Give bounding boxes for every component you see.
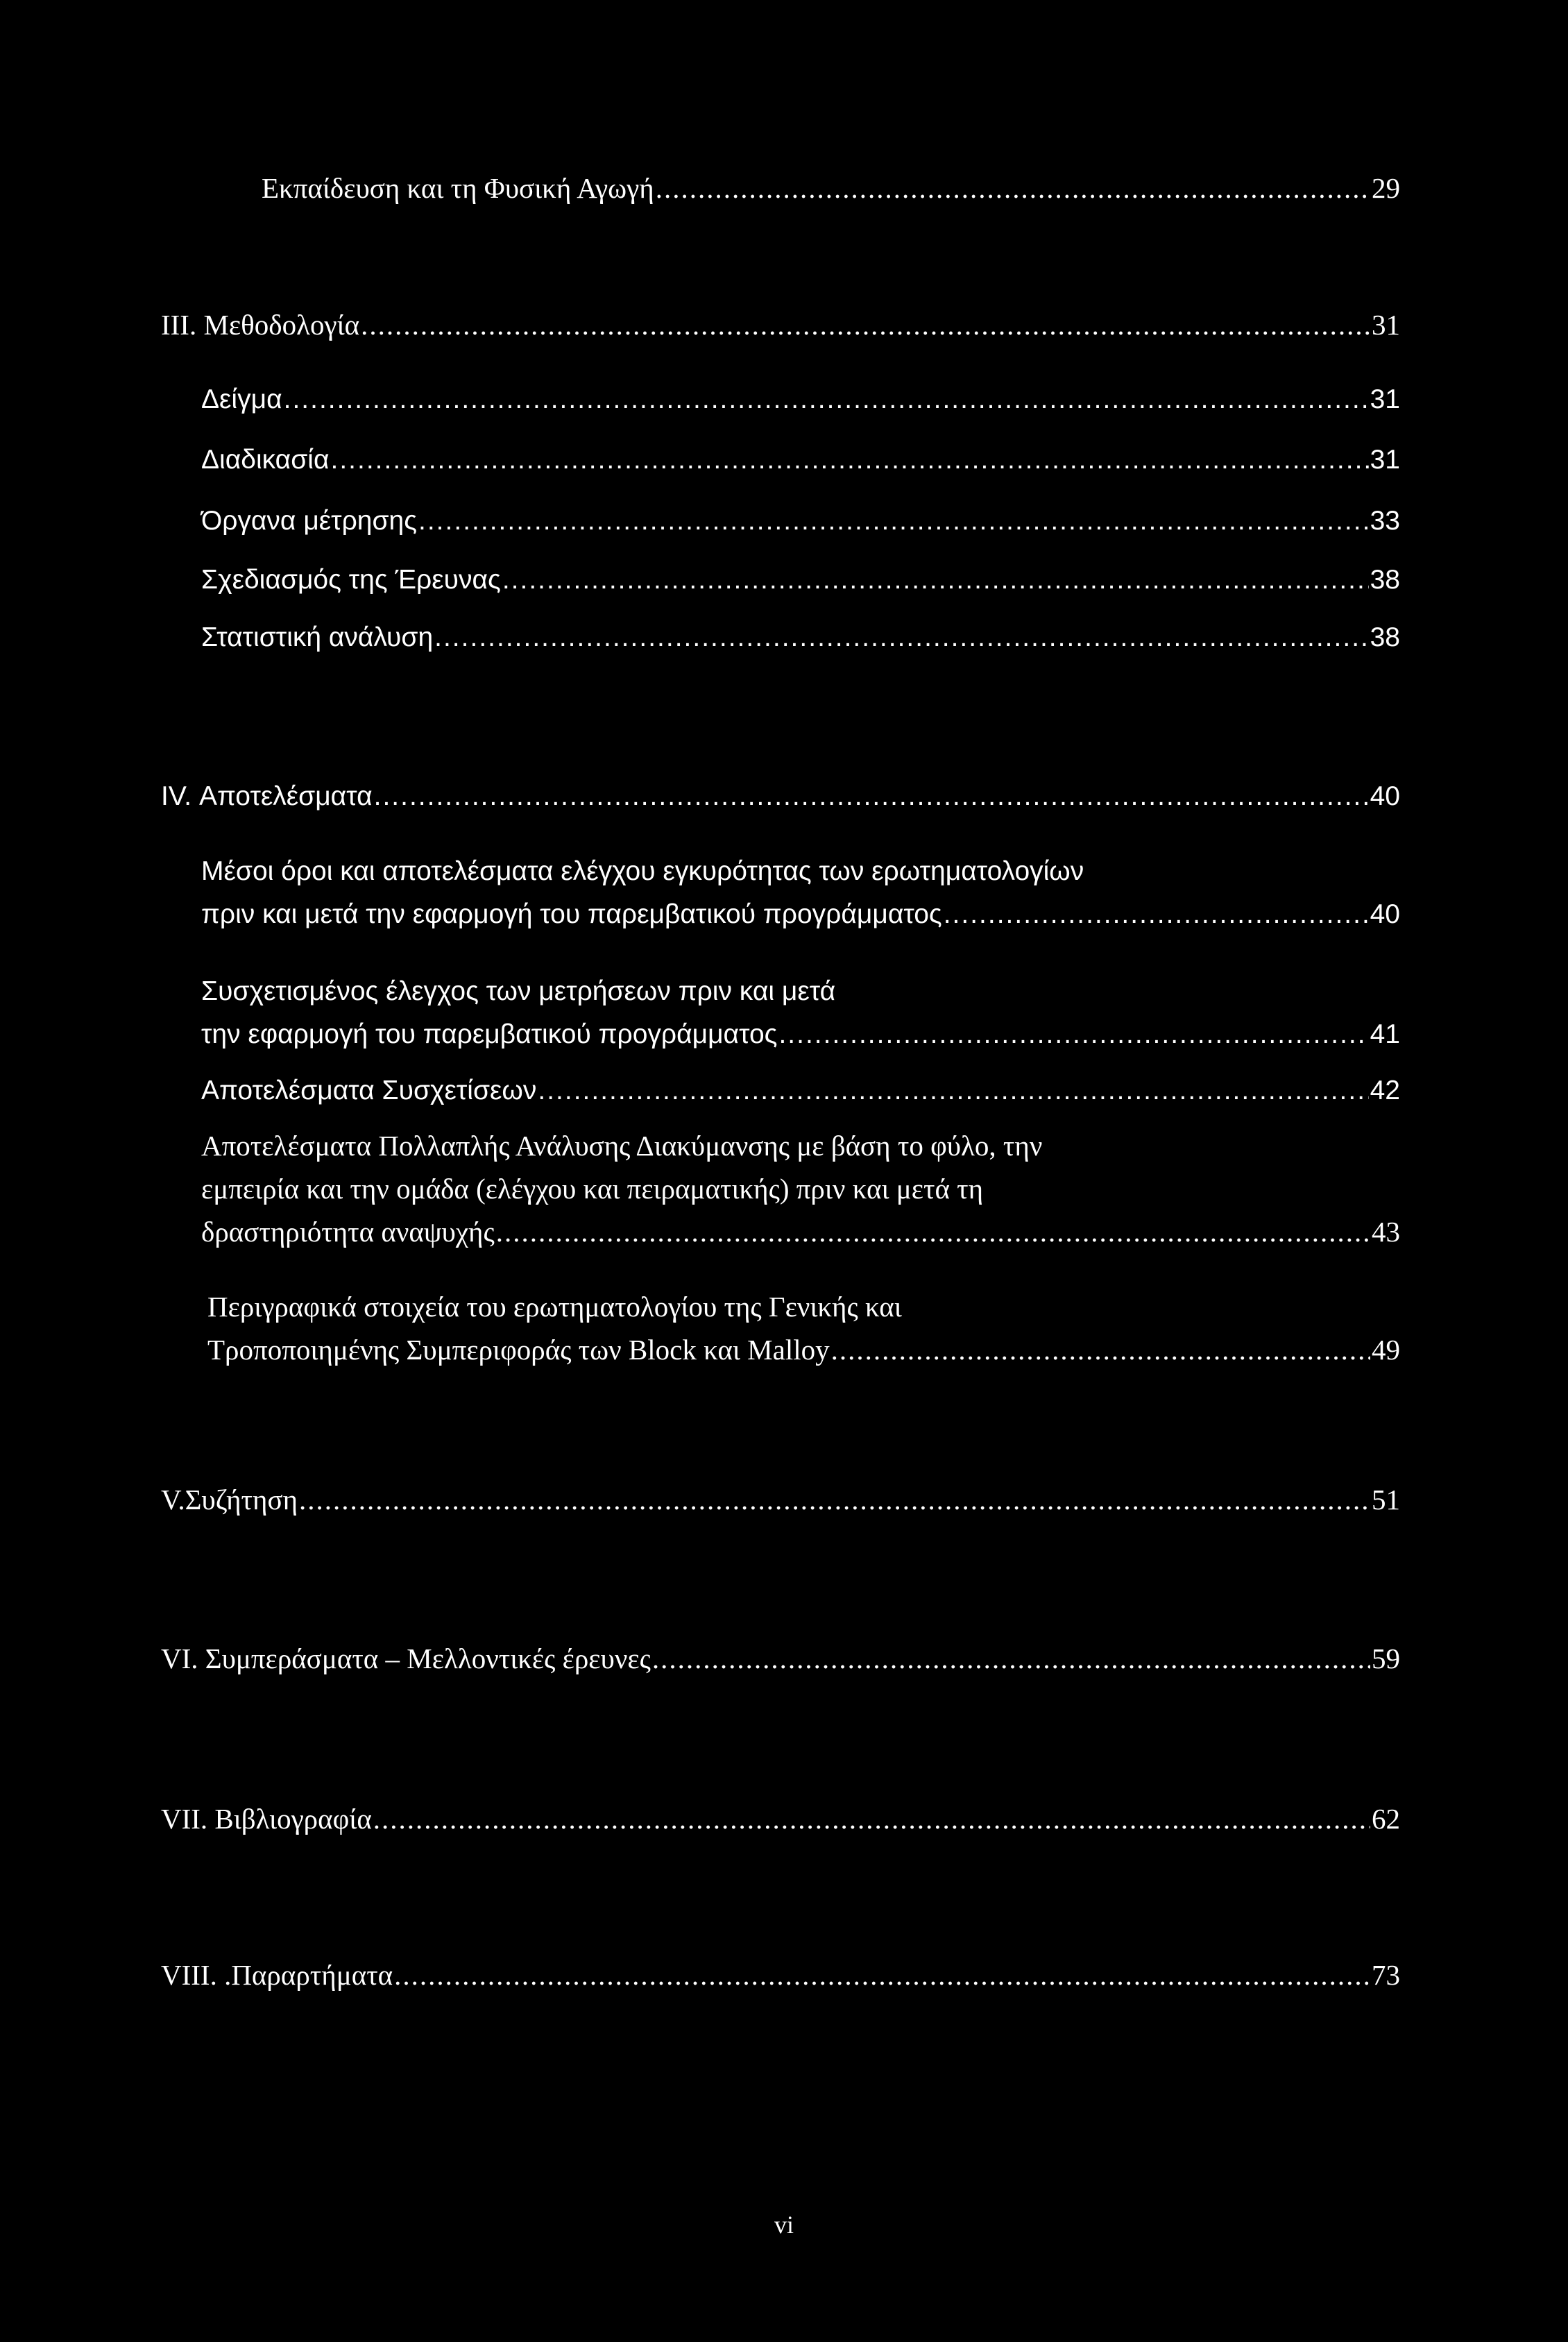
toc-dot-leader [656, 167, 1370, 210]
toc-entry-research-design[interactable] [201, 559, 1400, 602]
toc-dot-leader [538, 1069, 1368, 1112]
toc-entry-title-line-2: πριν και μετά την εφαρμογή του παρεμβατικού προγράμματος [201, 899, 942, 929]
toc-page-number: 42 [1370, 1076, 1400, 1105]
toc-entry-title-line-1: Μέσοι όροι και αποτελέσματα ελέγχου εγκυρότητας των ερωτηματολογίων [201, 856, 1084, 886]
toc-dot-leader [374, 775, 1369, 818]
toc-entry-title-line-2: Τροποποιημένης Συμπεριφοράς των Block και Malloy [207, 1334, 830, 1366]
toc-page-number: 31 [1370, 384, 1400, 414]
toc-dot-leader [284, 378, 1369, 421]
toc-page-number: 51 [1372, 1484, 1400, 1516]
toc-entry-title: IV. Αποτελέσματα [161, 781, 373, 811]
page-number-footer: vi [774, 2211, 794, 2239]
toc-dot-leader [831, 1328, 1370, 1371]
toc-entry-statistical-analysis[interactable] [201, 616, 1400, 659]
toc-entry-title: Εκπαίδευση και τη Φυσική Αγωγή [262, 172, 654, 204]
toc-entry-title: Αποτελέσματα Συσχετίσεων [201, 1076, 537, 1105]
toc-page-number: 38 [1370, 622, 1400, 652]
toc-entry-title-line-2: την εφαρμογή του παρεμβατικού προγράμματος [201, 1019, 778, 1049]
toc-entry-title-line-2: εμπειρία και την ομάδα (ελέγχου και πειραματικής) πριν και μετά τη [201, 1173, 984, 1205]
toc-dot-leader [331, 439, 1369, 482]
toc-dot-leader [394, 1953, 1370, 1996]
toc-dot-leader [418, 500, 1369, 543]
toc-page-number: 62 [1372, 1803, 1400, 1835]
toc-entry-title: III. Μεθοδολογία [161, 309, 360, 341]
toc-page-number: 31 [1372, 309, 1400, 341]
toc-entry-manova-results[interactable] [201, 1124, 1400, 1253]
toc-page-number: 31 [1370, 445, 1400, 475]
toc-entry-conclusions[interactable] [161, 1637, 1400, 1680]
toc-dot-leader [373, 1797, 1370, 1840]
toc-page-number: 29 [1372, 172, 1400, 204]
toc-entry-title: Δείγμα [201, 384, 282, 414]
toc-entry-procedure[interactable] [201, 439, 1400, 482]
toc-entry-title: VI. Συμπεράσματα – Μελλοντικές έρευνες [161, 1643, 651, 1674]
toc-page-number: 59 [1372, 1643, 1400, 1674]
toc-entry-title-line-1: Αποτελέσματα Πολλαπλής Ανάλυσης Διακύμανσης με βάση το φύλο, την [201, 1130, 1043, 1162]
toc-entry-title: VII. Βιβλιογραφία [161, 1803, 372, 1835]
toc-page-number: 40 [1370, 781, 1400, 811]
toc-entry-results[interactable] [161, 775, 1400, 818]
toc-entry-bibliography[interactable] [161, 1797, 1400, 1840]
toc-entry-title: Στατιστική ανάλυση [201, 622, 434, 652]
toc-entry-title-line-3: δραστηριότητα αναψυχής [201, 1216, 495, 1248]
toc-entry-title: V.Συζήτηση [161, 1484, 298, 1516]
toc-page-number: 49 [1372, 1334, 1400, 1366]
toc-entry-methodology[interactable] [161, 303, 1400, 346]
toc-dot-leader [502, 559, 1369, 602]
toc-entry-physical-education[interactable] [262, 167, 1400, 210]
toc-entry-discussion[interactable] [161, 1478, 1400, 1521]
toc-dot-leader [361, 303, 1370, 346]
toc-page-number: 40 [1370, 899, 1400, 929]
toc-entry-descriptive-stats[interactable] [207, 1285, 1400, 1371]
toc-entry-instruments[interactable] [201, 500, 1400, 543]
toc-dot-leader [778, 1013, 1368, 1056]
toc-page-number: 41 [1370, 1019, 1400, 1049]
toc-entry-title-line-1: Συσχετισμένος έλεγχος των μετρήσεων πριν και μετά [201, 976, 836, 1006]
toc-page-number: 43 [1372, 1216, 1400, 1248]
toc-dot-leader [944, 893, 1369, 936]
toc-dot-leader [496, 1210, 1370, 1253]
toc-dot-leader [434, 616, 1368, 659]
toc-page-number: 38 [1370, 565, 1400, 595]
toc-entry-title: Όργανα μέτρησης [201, 506, 418, 536]
toc-entry-correlation-results[interactable] [201, 1069, 1400, 1112]
toc-entry-correlated-test[interactable] [201, 970, 1400, 1056]
toc-entry-title: VIII. .Παραρτήματα [161, 1959, 393, 1991]
toc-entry-title: Σχεδιασμός της Έρευνας [201, 565, 501, 595]
toc-entry-title-line-1: Περιγραφικά στοιχεία του ερωτηματολογίου της Γενικής και [207, 1291, 902, 1323]
toc-dot-leader [652, 1637, 1370, 1680]
toc-entry-title: Διαδικασία [201, 445, 330, 475]
toc-entry-sample[interactable] [201, 378, 1400, 421]
toc-page-number: 33 [1370, 506, 1400, 536]
toc-page-number: 73 [1372, 1959, 1400, 1991]
toc-dot-leader [299, 1478, 1370, 1521]
toc-entry-appendices[interactable] [161, 1953, 1400, 1996]
toc-entry-means-validity[interactable] [201, 850, 1400, 936]
